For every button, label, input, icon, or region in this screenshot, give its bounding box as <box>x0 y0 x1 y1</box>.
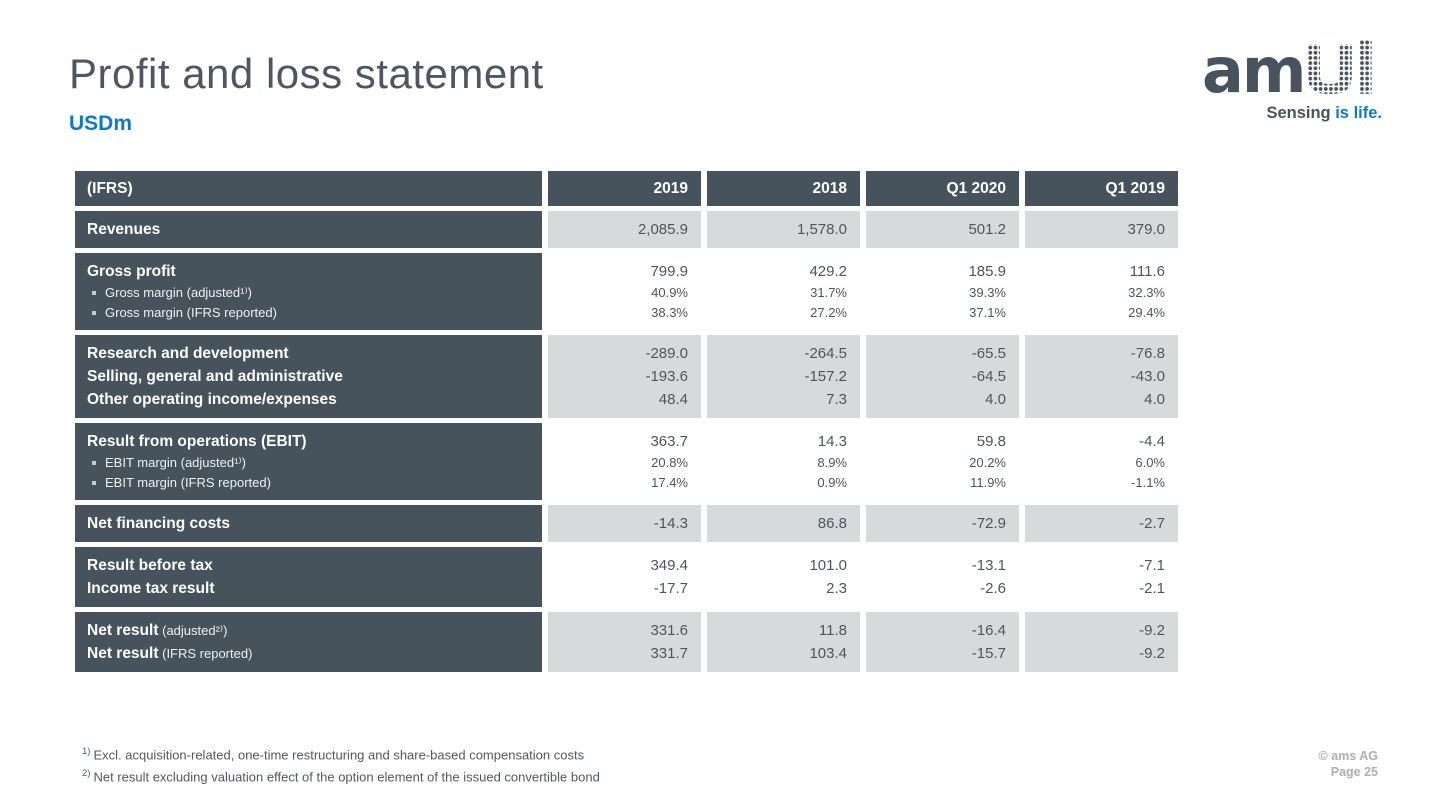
value-cell <box>707 335 860 418</box>
value: 11.8 <box>818 622 847 639</box>
row-label-text: Net financing costs <box>87 515 230 532</box>
value: 379.0 <box>1127 221 1165 238</box>
value-cell <box>866 505 1019 542</box>
value: -2.1 <box>1139 580 1165 597</box>
row-label-cell <box>75 253 542 330</box>
value-cell <box>866 423 1019 500</box>
value: 20.2% <box>969 455 1006 470</box>
row-label-text: Other operating income/expenses <box>87 391 337 408</box>
header-col-2019: 2019 <box>548 171 701 206</box>
value-cell <box>548 211 701 248</box>
value-cell <box>707 211 860 248</box>
value: -72.9 <box>971 515 1006 532</box>
row-label <box>87 430 542 453</box>
value: -4.4 <box>1139 433 1165 450</box>
value-cell <box>707 612 860 672</box>
row-label-text: Gross profit <box>87 263 176 280</box>
value: 59.8 <box>976 433 1006 450</box>
row-label-text: Selling, general and administrative <box>87 368 343 385</box>
row-label-text: Result before tax <box>87 557 213 574</box>
header-col-q1-2020: Q1 2020 <box>866 171 1019 206</box>
row-label-text: Income tax result <box>87 580 215 597</box>
page-number: Page 25 <box>1330 765 1378 779</box>
value: -15.7 <box>971 645 1006 662</box>
value-cell <box>866 547 1019 607</box>
value-cell <box>1025 211 1178 248</box>
row-label <box>87 218 542 241</box>
row-label-text: Net result <box>87 645 159 662</box>
value: -2.7 <box>1139 515 1165 532</box>
bullet-icon <box>92 461 96 465</box>
table-block <box>75 505 1179 542</box>
value: 349.4 <box>650 557 688 574</box>
row-label-text: Result from operations (EBIT) <box>87 433 307 450</box>
header-col-q1-2019: Q1 2019 <box>1025 171 1178 206</box>
value-cell <box>1025 423 1178 500</box>
table-block <box>75 335 1179 418</box>
row-label <box>87 554 542 577</box>
value-cell <box>707 253 860 330</box>
value: -13.1 <box>971 557 1006 574</box>
value: 48.4 <box>658 391 688 408</box>
value: -1.1% <box>1131 475 1165 490</box>
row-label-cell <box>75 612 542 672</box>
value-cell <box>866 335 1019 418</box>
footnote-text: Excl. acquisition-related, one-time restructuring and share-based compensation costs <box>93 747 585 763</box>
row-label <box>87 473 542 493</box>
row-label <box>87 512 542 535</box>
row-label-text: Gross margin (adjusted¹⁾) <box>105 285 252 300</box>
ams-logo-mark <box>1202 34 1382 108</box>
row-label-cell <box>75 423 542 500</box>
value: 27.2% <box>810 305 847 320</box>
value-cell <box>866 253 1019 330</box>
value: 4.0 <box>1144 391 1165 408</box>
value: -2.6 <box>980 580 1006 597</box>
value-cell <box>548 612 701 672</box>
value-cell <box>866 211 1019 248</box>
page-title: Profit and loss statement <box>69 50 544 97</box>
header-label-ifrs: (IFRS) <box>75 171 542 206</box>
row-label <box>87 388 542 411</box>
value: -157.2 <box>804 368 847 385</box>
row-label-cell <box>75 547 542 607</box>
value-cell <box>548 505 701 542</box>
value: 429.2 <box>809 263 847 280</box>
value: 14.3 <box>817 433 847 450</box>
value-cell <box>548 335 701 418</box>
footnote-sup-2: 2) <box>82 768 91 780</box>
value: 799.9 <box>650 263 688 280</box>
row-label <box>87 283 542 303</box>
row-label-text: Gross margin (IFRS reported) <box>105 305 277 320</box>
value: -17.7 <box>653 580 688 597</box>
value-cell <box>707 423 860 500</box>
value: -65.5 <box>971 345 1006 362</box>
value-cell <box>1025 253 1178 330</box>
value: 17.4% <box>651 475 688 490</box>
value: -264.5 <box>804 345 847 362</box>
value: 4.0 <box>985 391 1006 408</box>
value-cell <box>1025 547 1178 607</box>
value: -289.0 <box>645 345 688 362</box>
row-label-text: Net result <box>87 622 159 639</box>
value-cell <box>1025 335 1178 418</box>
footnotes <box>82 742 600 787</box>
row-label-cell <box>75 505 542 542</box>
ams-logo-letters: am <box>1202 34 1305 108</box>
value: 363.7 <box>650 433 688 450</box>
row-label <box>87 303 542 323</box>
slide-footer <box>1319 748 1378 780</box>
row-label-text: EBIT margin (adjusted¹⁾) <box>105 455 246 470</box>
row-label <box>87 619 542 642</box>
table-block <box>75 612 1179 672</box>
row-label <box>87 577 542 600</box>
row-label-cell <box>75 335 542 418</box>
table-block <box>75 211 1179 248</box>
bullet-icon <box>92 481 96 485</box>
value: 331.6 <box>650 622 688 639</box>
table-block <box>75 547 1179 607</box>
value: 31.7% <box>810 285 847 300</box>
bullet-icon <box>92 311 96 315</box>
value: 6.0% <box>1135 455 1165 470</box>
value: -64.5 <box>971 368 1006 385</box>
value: 2.3 <box>826 580 847 597</box>
row-label <box>87 260 542 283</box>
row-label-text: Research and development <box>87 345 289 362</box>
table-block <box>75 253 1179 330</box>
value: 86.8 <box>817 515 847 532</box>
footnote-text: Net result excluding valuation effect of the option element of the issued convertible bond <box>93 769 600 785</box>
value-cell <box>707 505 860 542</box>
bullet-icon <box>92 291 96 295</box>
value: -193.6 <box>645 368 688 385</box>
row-label <box>87 365 542 388</box>
value-cell <box>1025 612 1178 672</box>
row-label-cell <box>75 211 542 248</box>
value: 40.9% <box>651 285 688 300</box>
row-label-suffix: (adjusted²⁾) <box>158 623 228 638</box>
ams-logo-dotted-s-icon <box>1308 40 1382 96</box>
value: -9.2 <box>1139 622 1165 639</box>
value-cell <box>707 547 860 607</box>
value: 111.6 <box>1129 263 1165 280</box>
value: -7.1 <box>1139 557 1165 574</box>
row-label <box>87 642 542 665</box>
footnote-sup-1: 1) <box>82 746 91 757</box>
value-cell <box>548 253 701 330</box>
footnote-2 <box>82 764 600 786</box>
value-cell <box>548 547 701 607</box>
value: 185.9 <box>968 263 1006 280</box>
value: -9.2 <box>1139 645 1165 662</box>
tagline-is-life: is life. <box>1335 104 1382 122</box>
value: 2,085.9 <box>637 221 688 238</box>
value: 331.7 <box>650 645 688 662</box>
value: -43.0 <box>1130 368 1165 385</box>
value: 0.9% <box>817 475 847 490</box>
row-label-text: Revenues <box>87 221 161 238</box>
value: -14.3 <box>653 515 688 532</box>
value: 32.3% <box>1128 285 1165 300</box>
ams-logo <box>1202 34 1382 123</box>
value: 7.3 <box>826 391 847 408</box>
value: 37.1% <box>969 305 1006 320</box>
value: 38.3% <box>651 305 688 320</box>
value: 1,578.0 <box>796 221 847 238</box>
slide-subtitle: USDm <box>69 112 133 135</box>
table-block <box>75 423 1179 500</box>
footnote-1 <box>82 742 600 764</box>
table-header-row <box>75 171 1179 206</box>
value-cell <box>1025 505 1178 542</box>
value: 39.3% <box>969 285 1006 300</box>
value-cell <box>548 423 701 500</box>
value: -76.8 <box>1130 345 1165 362</box>
value: 11.9% <box>970 475 1006 490</box>
value: 501.2 <box>968 221 1006 238</box>
row-label <box>87 453 542 473</box>
row-label-suffix: (IFRS reported) <box>158 646 253 661</box>
value: 101.0 <box>809 557 847 574</box>
value: 20.8% <box>651 455 688 470</box>
tagline-sensing: Sensing <box>1266 104 1331 122</box>
value: 8.9% <box>817 455 847 470</box>
value: -16.4 <box>971 622 1006 639</box>
profit-loss-table <box>75 171 1179 677</box>
value: 29.4% <box>1128 305 1165 320</box>
row-label <box>87 342 542 365</box>
value: 103.4 <box>809 645 847 662</box>
copyright: © ams AG <box>1318 749 1378 763</box>
header-col-2018: 2018 <box>707 171 860 206</box>
row-label-text: EBIT margin (IFRS reported) <box>105 475 271 490</box>
value-cell <box>866 612 1019 672</box>
